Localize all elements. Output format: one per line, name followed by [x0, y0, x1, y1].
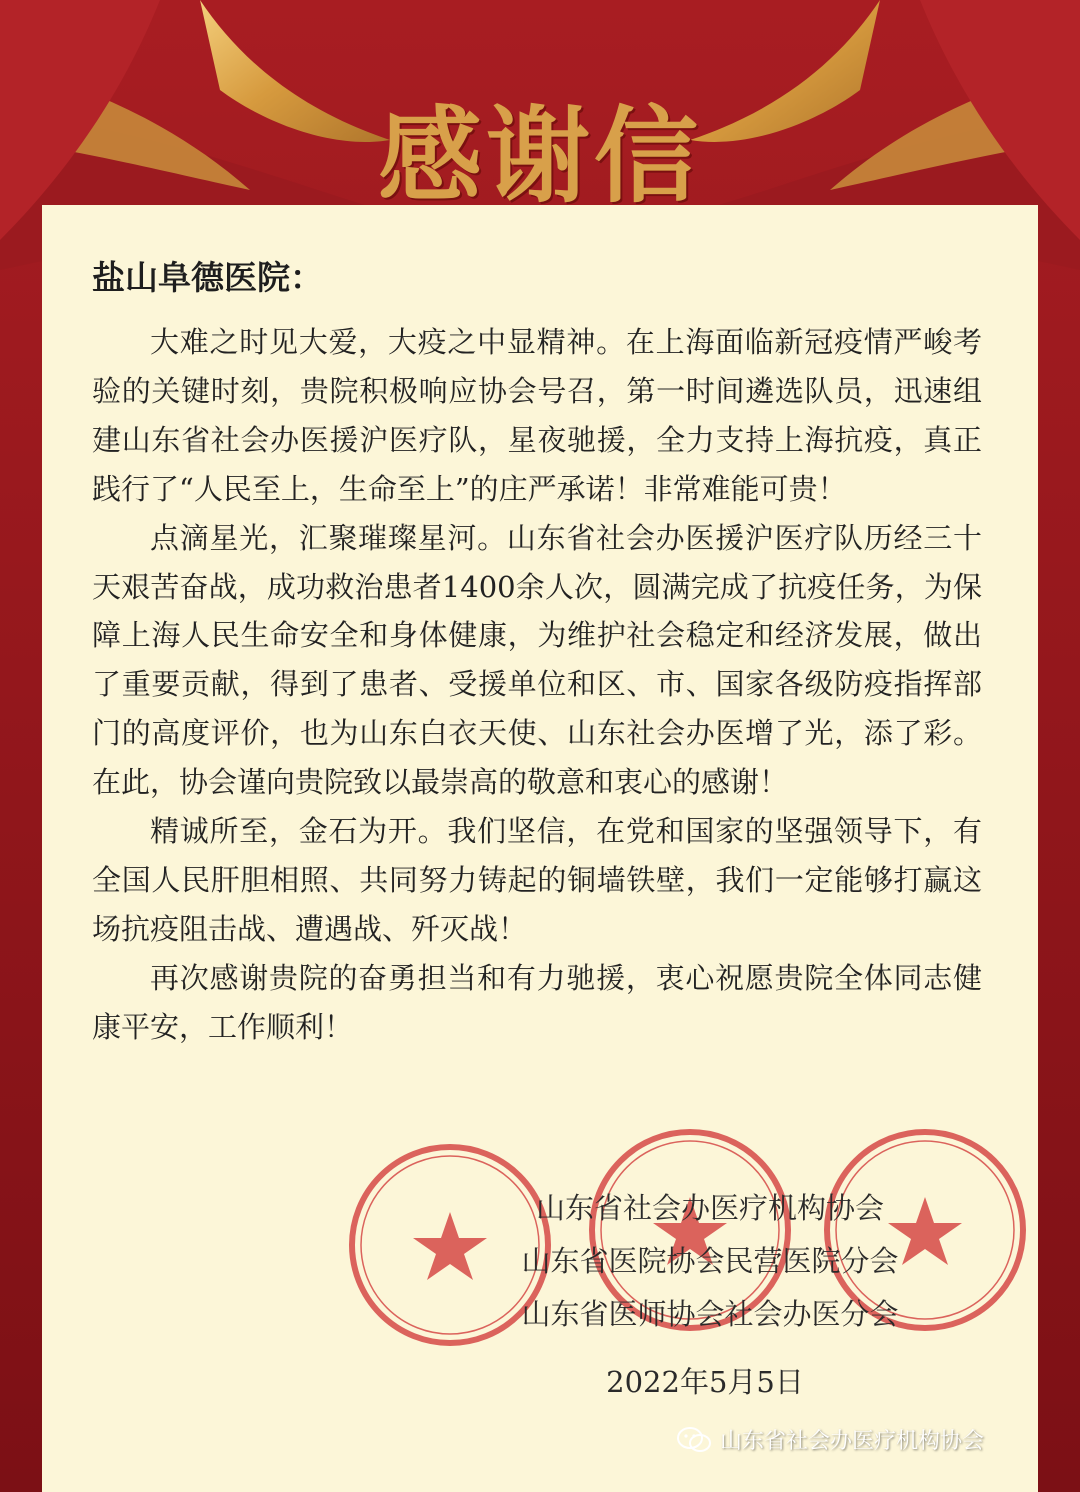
signature-line: 山东省医院协会民营医院分会: [521, 1244, 899, 1278]
letter-paragraph: 点滴星光，汇聚璀璨星河。山东省社会办医援沪医疗队历经三十天艰苦奋战，成功救治患者1400余人次，圆满完成了抗疫任务，为保障上海人民生命安全和身体健康，为维护社会稳定和经济发展，做出了重要贡献，得到了患者、受援单位和区、市、国家各级防疫指挥部门的高度评价，也为山东白衣天使、山东社会办医增了光，添了彩。在此，协会谨向贵院致以最崇高的敬意和衷心的感谢！: [92, 520, 982, 800]
watermark-text: 山东省社会办医疗机构协会: [720, 1429, 985, 1454]
letter-recipient: 盐山阜德医院：: [92, 258, 323, 297]
letter-title: 感谢信: [377, 94, 702, 217]
signature-block: [470, 1182, 950, 1341]
letter-paragraph: 精诚所至，金石为开。我们坚信，在党和国家的坚强领导下，有全国人民肝胆相照、共同努力铸起的铜墙铁壁，我们一定能够打赢这场抗疫阻击战、遭遇战、歼灭战！: [92, 814, 982, 946]
signature-line: 山东省社会办医疗机构协会: [535, 1191, 884, 1225]
wechat-icon: [676, 1426, 712, 1454]
wechat-watermark: [676, 1424, 984, 1455]
signature-line: 山东省医师协会社会办医分会: [521, 1297, 899, 1331]
letter-paragraph: 大难之时见大爱，大疫之中显精神。在上海面临新冠疫情严峻考验的关键时刻，贵院积极响应协会号召，第一时间遴选队员，迅速组建山东省社会办医援沪医疗队，星夜驰援，全力支持上海抗疫，真正践行了“人民至上，生命至上”的庄严承诺！非常难能可贵！: [92, 325, 982, 506]
letter-body: [92, 318, 982, 1052]
letter-paragraph: 再次感谢贵院的奋勇担当和有力驰援，衷心祝愿贵院全体同志健康平安，工作顺利！: [92, 960, 982, 1044]
letter-date: 2022年5月5日: [606, 1365, 804, 1399]
